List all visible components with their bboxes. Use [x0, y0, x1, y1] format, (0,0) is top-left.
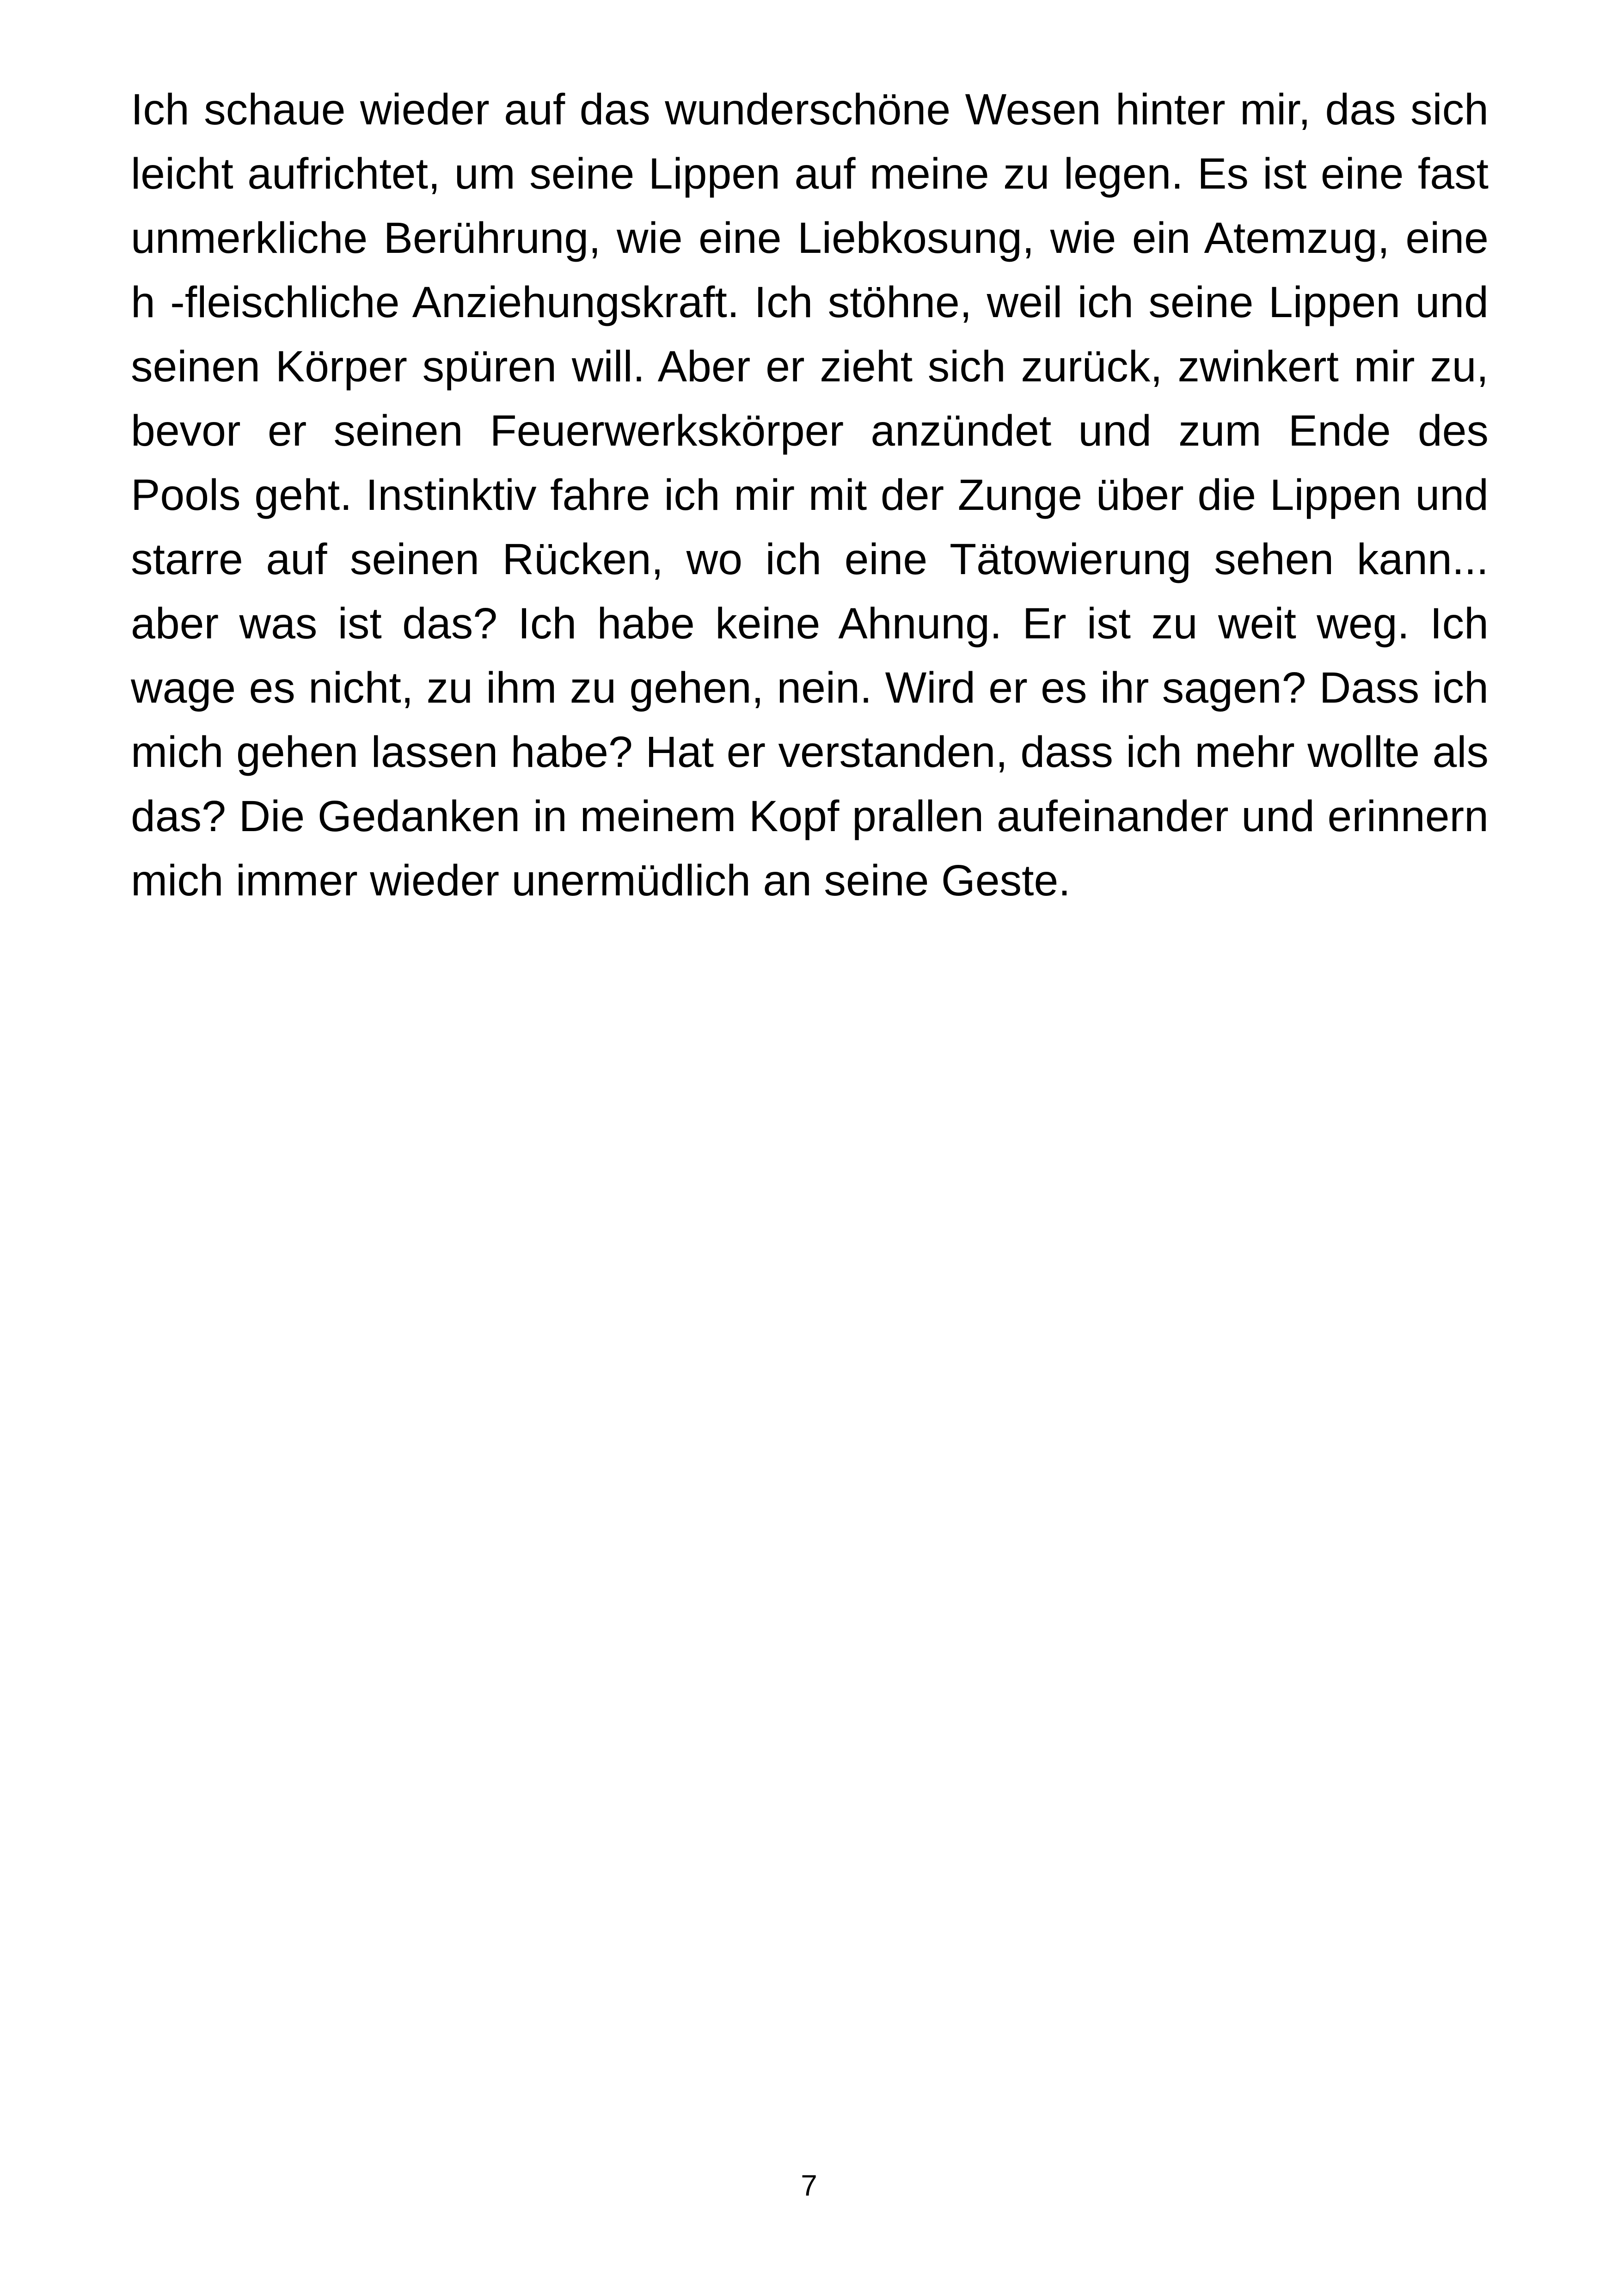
- page-number: 7: [801, 2169, 817, 2202]
- body-paragraph: Ich schaue wieder auf das wunderschöne Wesen hinter mir, das sich leicht aufrichtet, um seine Lippen auf meine zu legen. Es ist eine fast unmerkliche Berührung, wie eine Liebkosung, wie ein Atemzug, eine h -fleischliche Anziehungskraft. Ich stöhne, weil ich seine Lippen und seinen Körper spüren will. Aber er zieht sich zurück, zwinkert mir zu, bevor er seinen Feuerwerkskörper anzündet und zum Ende des Pools geht. Instinktiv fahre ich mir mit der Zunge über die Lippen und starre auf seinen Rücken, wo ich eine Tätowierung sehen kann... aber was ist das? Ich habe keine Ahnung. Er ist zu weit weg. Ich wage es nicht, zu ihm zu gehen, nein. Wird er es ihr sagen? Dass ich mich gehen lassen habe? Hat er verstanden, dass ich mehr wollte als das? Die Gedanken in meinem Kopf prallen aufeinander und erinnern mich immer wieder unermüdlich an seine Geste.: [131, 85, 1489, 905]
